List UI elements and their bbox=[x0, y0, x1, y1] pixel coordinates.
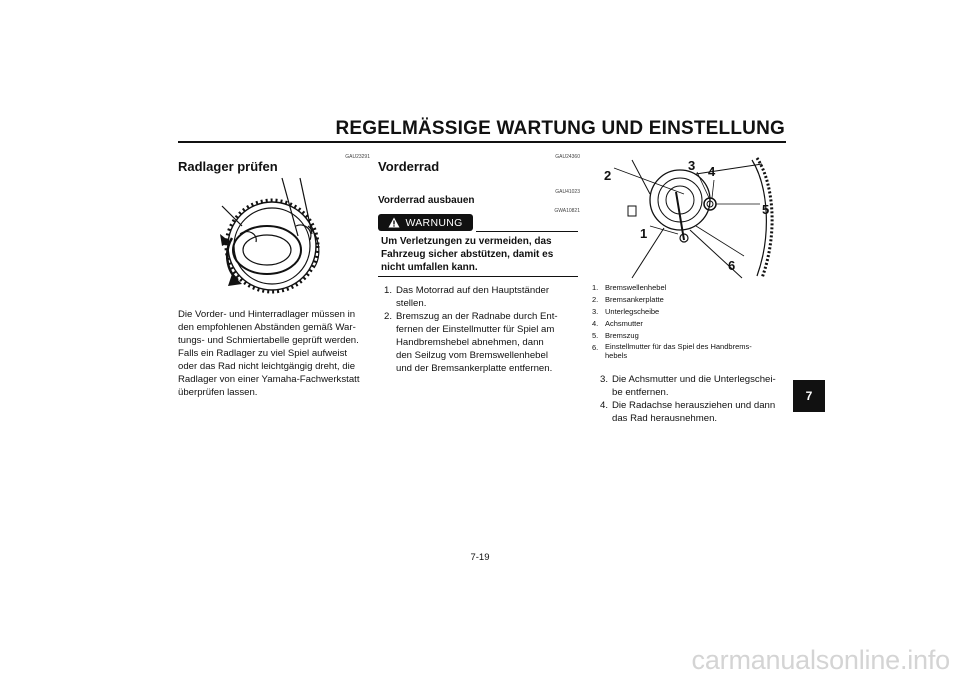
step-number: 3. bbox=[600, 374, 609, 385]
text-line: den Seilzug vom Bremswellenhebel bbox=[396, 350, 548, 361]
text-line: Handbremshebel abnehmen, dann bbox=[396, 337, 544, 348]
text-line: Fahrzeug sicher abstützen, damit es bbox=[381, 249, 554, 260]
warning-badge bbox=[378, 214, 473, 231]
step-number: 4. bbox=[600, 400, 609, 411]
figure-label-1: 1 bbox=[640, 226, 648, 241]
caption-text: Bremszug bbox=[605, 331, 639, 340]
figure-label-5: 5 bbox=[762, 202, 770, 217]
warning-triangle-icon bbox=[388, 217, 400, 228]
text-line: Falls ein Radlager zu viel Spiel aufweist bbox=[178, 348, 348, 359]
list-item bbox=[592, 294, 792, 306]
text-line: tungs- und Schmiertabelle geprüft werden. bbox=[178, 335, 359, 346]
chapter-tab: 7 bbox=[793, 380, 825, 412]
wheel-bearing-illustration bbox=[212, 176, 332, 296]
text-line: Radlager von einer Yamaha-Fachwerkstatt bbox=[178, 374, 360, 385]
section-title-wheel-bearings: Radlager prüfen bbox=[178, 159, 278, 174]
list-item bbox=[592, 318, 792, 330]
page-number: 7-19 bbox=[470, 552, 490, 563]
text-line: Die Vorder- und Hinterradlager müssen in bbox=[178, 309, 356, 320]
front-wheel-brake-illustration bbox=[592, 154, 784, 280]
step-number: 2. bbox=[384, 311, 393, 322]
subsection-code: GAU41023 bbox=[555, 189, 580, 195]
caption-number: 1. bbox=[592, 283, 599, 292]
section-code: GAU23291 bbox=[345, 154, 370, 160]
text-line: Bremszug an der Radnabe durch Ent- bbox=[396, 311, 558, 322]
text-line: das Rad herausnehmen. bbox=[612, 413, 718, 424]
figure-label-2: 2 bbox=[604, 168, 612, 183]
warning-rule bbox=[476, 231, 578, 232]
list-item bbox=[592, 306, 792, 318]
step-text bbox=[612, 373, 776, 399]
caption-text: Bremsankerplatte bbox=[605, 295, 664, 304]
caption-number: 3. bbox=[592, 307, 599, 316]
step-text bbox=[396, 284, 549, 310]
caption-text bbox=[605, 342, 752, 360]
figure-captions bbox=[592, 282, 792, 360]
warning-bottom-rule bbox=[378, 276, 578, 277]
text-line: oder das Rad nicht leichtgängig dreht, die bbox=[178, 361, 356, 372]
header-rule bbox=[178, 141, 786, 143]
steps-list-1 bbox=[384, 284, 584, 375]
text-line: den empfohlenen Abständen gemäß War- bbox=[178, 322, 356, 333]
figure-label-4: 4 bbox=[708, 164, 716, 179]
bearing-check-paragraph bbox=[178, 308, 378, 399]
text-line: überprüfen lassen. bbox=[178, 387, 258, 398]
text-line: be entfernen. bbox=[612, 387, 669, 398]
text-line: hebels bbox=[605, 351, 628, 360]
step-number: 1. bbox=[384, 285, 393, 296]
list-item bbox=[600, 373, 790, 399]
step-text bbox=[612, 399, 775, 425]
text-line: nicht umfallen kann. bbox=[381, 262, 478, 273]
watermark: carmanualsonline.info bbox=[691, 645, 950, 675]
list-item bbox=[384, 310, 584, 375]
warning-label: WARNUNG bbox=[405, 216, 463, 229]
caption-text: Bremswellenhebel bbox=[605, 283, 667, 292]
section-code: GAU24360 bbox=[555, 154, 580, 160]
figure-label-6: 6 bbox=[728, 258, 736, 273]
caption-text: Unterlegscheibe bbox=[605, 307, 660, 316]
step-text bbox=[396, 310, 558, 375]
text-line: Die Achsmutter und die Unterlegschei- bbox=[612, 374, 776, 385]
list-item bbox=[384, 284, 584, 310]
caption-number: 6. bbox=[592, 343, 599, 352]
text-line: Um Verletzungen zu vermeiden, das bbox=[381, 236, 552, 247]
caption-text: Achsmutter bbox=[605, 319, 643, 328]
warning-code: GWA10821 bbox=[554, 208, 580, 214]
text-line: Die Radachse herausziehen und dann bbox=[612, 400, 776, 411]
list-item bbox=[592, 342, 792, 360]
text-line: Das Motorrad auf den Hauptständer bbox=[396, 285, 550, 296]
text-line: stellen. bbox=[396, 298, 427, 309]
subsection-title-remove-front-wheel: Vorderrad ausbauen bbox=[378, 195, 475, 206]
text-line: Einstellmutter für das Spiel des Handbrems- bbox=[605, 342, 752, 351]
caption-number: 2. bbox=[592, 295, 599, 304]
text-line: fernen der Einstellmutter für Spiel am bbox=[396, 324, 555, 335]
list-item bbox=[592, 330, 792, 342]
section-title-front-wheel: Vorderrad bbox=[378, 159, 440, 174]
caption-number: 5. bbox=[592, 331, 599, 340]
list-item bbox=[592, 282, 792, 294]
caption-number: 4. bbox=[592, 319, 599, 328]
steps-list-2 bbox=[600, 373, 790, 425]
list-item bbox=[600, 399, 790, 425]
figure-label-3: 3 bbox=[688, 158, 696, 173]
warning-text bbox=[381, 235, 581, 274]
text-line: und der Bremsankerplatte entfernen. bbox=[396, 363, 553, 374]
page-header-title: REGELMÄSSIGE WARTUNG UND EINSTELLUNG bbox=[335, 118, 785, 139]
